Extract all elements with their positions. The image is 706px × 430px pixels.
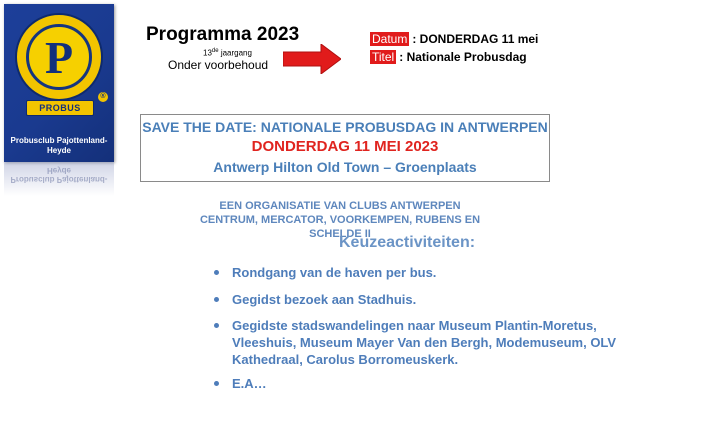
- bullet-icon: [214, 323, 219, 328]
- logo-letter: P: [44, 32, 74, 83]
- list-item: Gegidst bezoek aan Stadhuis.: [212, 291, 652, 308]
- logo-ribbon: PROBUS: [26, 100, 94, 116]
- bullet-icon: [214, 270, 219, 275]
- logo-inner-circle: [26, 24, 92, 90]
- bullet-icon: [214, 381, 219, 386]
- titel-value: : Nationale Probusdag: [399, 50, 527, 64]
- titel-line: [370, 50, 527, 64]
- program-note: Onder voorbehoud: [168, 58, 269, 72]
- activities-list: [212, 264, 652, 392]
- organisers-text: EEN ORGANISATIE VAN CLUBS ANTWERPEN CENTRUM, MERCATOR, VOORKEMPEN, RUBENS EN SCHELDE II: [199, 200, 481, 240]
- logo-club-name: Probusclub Pajottenland-Heyde: [10, 136, 108, 155]
- logo-ring: [15, 13, 103, 101]
- datum-value: : DONDERDAG 11 mei: [412, 32, 539, 46]
- titel-label: Titel: [372, 50, 395, 64]
- probus-logo: [4, 4, 114, 162]
- save-the-date-box: [140, 114, 550, 182]
- arrow-right-icon: [283, 44, 341, 74]
- list-item: Rondgang van de haven per bus.: [212, 264, 652, 281]
- save-the-date-heading: SAVE THE DATE: NATIONALE PROBUSDAG IN ANTWERPEN: [142, 119, 548, 135]
- datum-label: Datum: [372, 32, 408, 46]
- event-date: DONDERDAG 11 MEI 2023: [251, 138, 439, 155]
- registered-mark: ®: [98, 92, 108, 102]
- list-item: E.A…: [212, 375, 652, 392]
- logo-reflection: [4, 162, 114, 196]
- logo-reflection-text: Probusclub Pajottenland-Heyde: [10, 166, 108, 184]
- program-title: Programma 2023: [146, 24, 300, 45]
- event-location: Antwerp Hilton Old Town – Groenplaats: [213, 159, 477, 175]
- bullet-icon: [214, 297, 219, 302]
- activities-heading: Keuzeactiviteiten:: [339, 234, 476, 251]
- list-item: Gegidste stadswandelingen naar Museum Plantin-Moretus, Vleeshuis, Museum Mayer Van den Bergh, Modemuseum, OLV Kathedraal, Carolus Borromeuskerk.: [212, 317, 652, 368]
- program-edition: 13de jaargang: [203, 48, 252, 58]
- datum-line: [370, 32, 538, 46]
